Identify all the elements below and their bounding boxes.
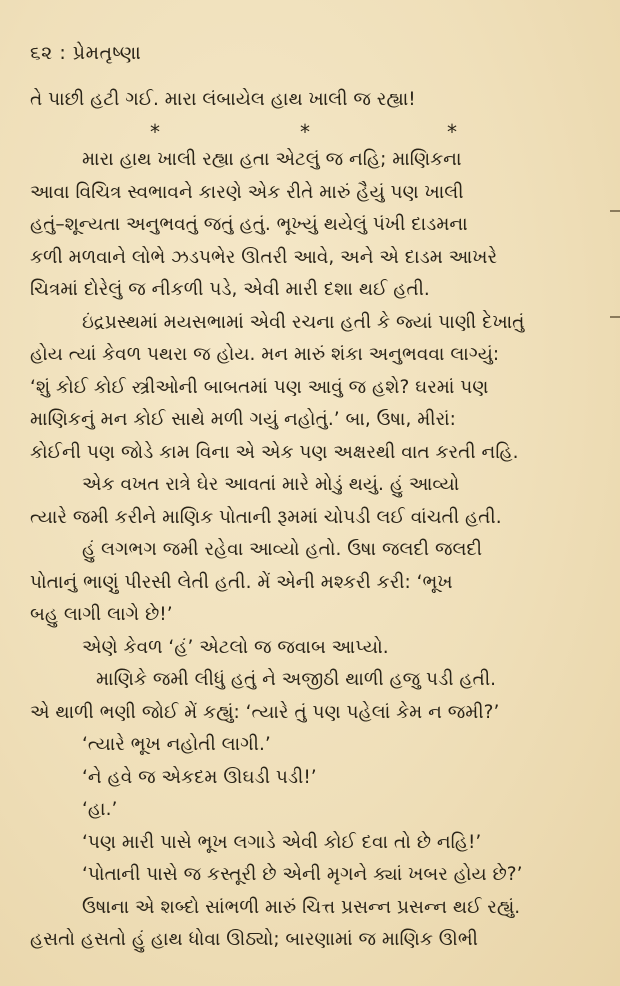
text-line: એક વખત રાત્રે ઘેર આવતાં મારે મોડું થયું. હું આવ્યો — [82, 474, 460, 495]
text-line: હોય ત્યાં કેવળ પથરા જ હોય. મન મારું શંકા અનુભવવા લાગ્યું: — [30, 344, 500, 365]
text-line: હસતો હસતો હું હાથ ધોવા ઊઠ્યો; બારણામાં જ માણિક ઊભી — [30, 929, 478, 950]
text-line: એ થાળી ભણી જોઈ મેં કહ્યું: ‘ત્યારે તું પણ પહેલાં કેમ ન જમી?’ — [30, 701, 500, 723]
text-line: ‘પણ મારી પાસે ભૂખ લગાડે એવી કોઈ દવા તો છે નહિ!’ — [82, 831, 482, 853]
header-separator: : — [59, 42, 67, 64]
text-line: ‘શું કોઈ કોઈ સ્ત્રીઓની બાબતમાં પણ આવું જ હશે? ઘરમાં પણ — [30, 376, 489, 398]
text-line: મારા હાથ ખાલી રહ્યા હતા એટલું જ નહિ; માણિકના — [82, 149, 462, 170]
opening-line — [30, 84, 578, 117]
section-break-star: * — [447, 120, 457, 144]
text-line: બહુ લાગી લાગે છે!’ — [30, 604, 173, 625]
body-text — [30, 144, 578, 957]
page-number: ૬૨ — [30, 42, 53, 64]
section-break — [0, 120, 620, 142]
text-line: ‘ને હવે જ એકદમ ઊઘડી પડી!’ — [82, 766, 317, 788]
text-line: આવા વિચિત્ર સ્વભાવને કારણે એક રીતે મારું હૈયું પણ ખાલી — [30, 181, 464, 203]
text-line: કોઈની પણ જોડે કામ વિના એ એક પણ અક્ષરથી વાત કરતી નહિ. — [30, 441, 519, 463]
section-break-star: * — [150, 120, 160, 144]
page-edge-mark — [610, 316, 620, 318]
text-line: માણિકનું મન કોઈ સાથે મળી ગયું નહોતું.’ બા, ઉષા, મીરાં: — [30, 409, 456, 430]
text-line: ‘ત્યારે ભૂખ નહોતી લાગી.’ — [82, 734, 271, 755]
text-line: એણે કેવળ ‘હં’ એટલો જ જવાબ આપ્યો. — [82, 636, 389, 658]
text-line: તે પાછી હટી ગઈ. મારા લંબાયેલ હાથ ખાલી જ રહ્યા! — [30, 89, 416, 110]
text-line: ઉષાના એ શબ્દો સાંભળી મારું ચિત્ત પ્રસન્ન પ્રસન્ન થઈ રહ્યું. — [82, 896, 521, 918]
text-line: પોતાનું ભાણું પીરસી લેતી હતી. મેં એની મશ્કરી કરી: ‘ભૂખ — [30, 571, 453, 593]
text-line: ઇંદ્રપ્રસ્થમાં મયસભામાં એવી રચના હતી કે જ્યાં પાણી દેખાતું — [82, 311, 525, 333]
text-line: માણિકે જમી લીધું હતું ને અજીઠી થાળી હજુ પડી હતી. — [96, 669, 496, 690]
text-line: કળી મળવાને લોભે ઝડપભેર ઊતરી આવે, અને એ દાડમ આખરે — [30, 246, 498, 268]
text-line: ત્યારે જમી કરીને માણિક પોતાની રૂમમાં ચોપડી લઈ વાંચતી હતી. — [30, 506, 502, 528]
page-header — [30, 42, 141, 64]
text-line: ચિત્રમાં દોરેલું જ નીકળી પડે, એવી મારી દશા થઈ હતી. — [30, 279, 430, 300]
text-line: ‘હા.’ — [82, 799, 118, 820]
section-break-star: * — [300, 120, 310, 144]
text-line: ‘પોતાની પાસે જ કસ્તૂરી છે એની મૃગને ક્યાં ખબર હોય છે?’ — [82, 864, 523, 885]
chapter-title: પ્રેમતૃષ્ણા — [72, 42, 142, 64]
page-edge-mark — [610, 210, 620, 212]
text-line: હું લગભગ જમી રહેવા આવ્યો હતો. ઉષા જલદી જલદી — [82, 539, 483, 560]
text-line: હતું–શૂન્યતા અનુભવતું જતું હતું. ભૂખ્યું થયેલું પંખી દાડમના — [30, 214, 468, 235]
